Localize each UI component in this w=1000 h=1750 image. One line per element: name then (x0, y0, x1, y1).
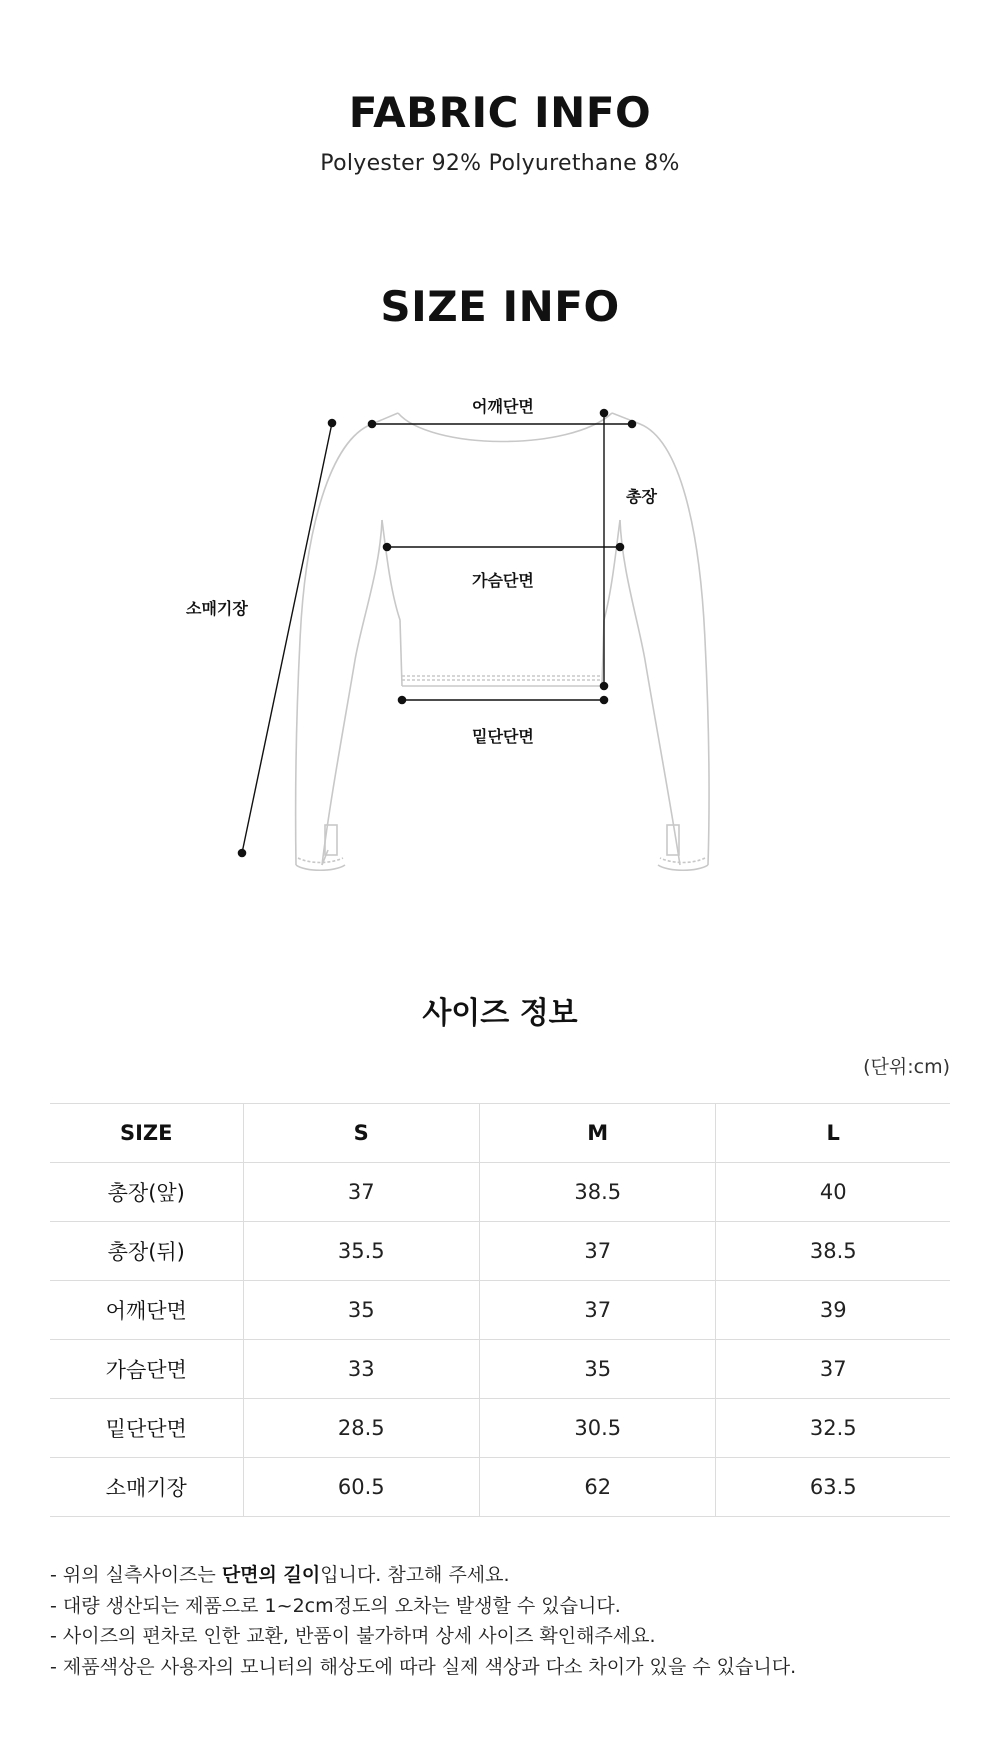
cell-value: 32.5 (716, 1399, 950, 1458)
row-label: 총장(앞) (50, 1163, 243, 1222)
cell-value: 63.5 (716, 1458, 950, 1517)
table-row (50, 1222, 950, 1281)
size-info-title: SIZE INFO (380, 282, 620, 331)
table-row (50, 1458, 950, 1517)
note-item: - 사이즈의 편차로 인한 교환, 반품이 불가하며 상세 사이즈 확인해주세요. (50, 1625, 656, 1647)
note-item: - 제품색상은 사용자의 모니터의 해상도에 따라 실제 색상과 다소 차이가 있을 수 있습니다. (50, 1655, 797, 1678)
cell-value: 62 (479, 1458, 715, 1517)
garment-outline (296, 413, 709, 870)
note-text: - 위의 실측사이즈는 (50, 1564, 222, 1586)
note-item: - 대량 생산되는 제품으로 1~2cm정도의 오차는 발생할 수 있습니다. (50, 1594, 621, 1617)
cell-value: 37 (479, 1281, 715, 1340)
note-emphasis: 단면의 길이 (221, 1564, 321, 1586)
size-table-title: 사이즈 정보 (422, 996, 578, 1031)
cell-value: 37 (479, 1222, 715, 1281)
chest-label: 가슴단면 (472, 571, 534, 590)
row-label: 가슴단면 (50, 1340, 243, 1399)
garment-sketch (0, 380, 1000, 900)
table-row (50, 1281, 950, 1340)
cell-value: 40 (716, 1163, 950, 1222)
cell-value: 37 (716, 1340, 950, 1399)
header-m: M (479, 1104, 715, 1163)
cell-value: 35 (243, 1281, 479, 1340)
row-label: 밑단단면 (50, 1399, 243, 1458)
cell-value: 38.5 (716, 1222, 950, 1281)
row-label: 소매기장 (50, 1458, 243, 1517)
header-size: SIZE (50, 1104, 243, 1163)
header-s: S (243, 1104, 479, 1163)
cell-value: 30.5 (479, 1399, 715, 1458)
shoulder-label: 어깨단면 (472, 397, 534, 416)
fabric-info-title: FABRIC INFO (348, 88, 652, 137)
hem-label: 밑단단면 (472, 727, 534, 746)
header-l: L (716, 1104, 950, 1163)
unit-note: (단위:cm) (863, 1056, 950, 1078)
table-row (50, 1340, 950, 1399)
table-row (50, 1163, 950, 1222)
cell-value: 35.5 (243, 1222, 479, 1281)
cell-value: 60.5 (243, 1458, 479, 1517)
table-row (50, 1399, 950, 1458)
row-label: 총장(뒤) (50, 1222, 243, 1281)
table-header-row (50, 1104, 950, 1163)
size-diagram (0, 380, 1000, 900)
cell-value: 33 (243, 1340, 479, 1399)
cell-value: 39 (716, 1281, 950, 1340)
note-item (50, 1560, 796, 1591)
cell-value: 28.5 (243, 1399, 479, 1458)
cell-value: 38.5 (479, 1163, 715, 1222)
notes-list (50, 1560, 796, 1682)
sleeve-measure-line (242, 423, 332, 853)
size-table (50, 1103, 950, 1517)
note-text: 입니다. 참고해 주세요. (320, 1564, 510, 1586)
row-label: 어깨단면 (50, 1281, 243, 1340)
measure-lines (238, 409, 635, 856)
fabric-composition: Polyester 92% Polyurethane 8% (320, 151, 680, 176)
cell-value: 35 (479, 1340, 715, 1399)
length-label: 총장 (626, 487, 657, 506)
cell-value: 37 (243, 1163, 479, 1222)
sleeve-label: 소매기장 (186, 599, 248, 618)
